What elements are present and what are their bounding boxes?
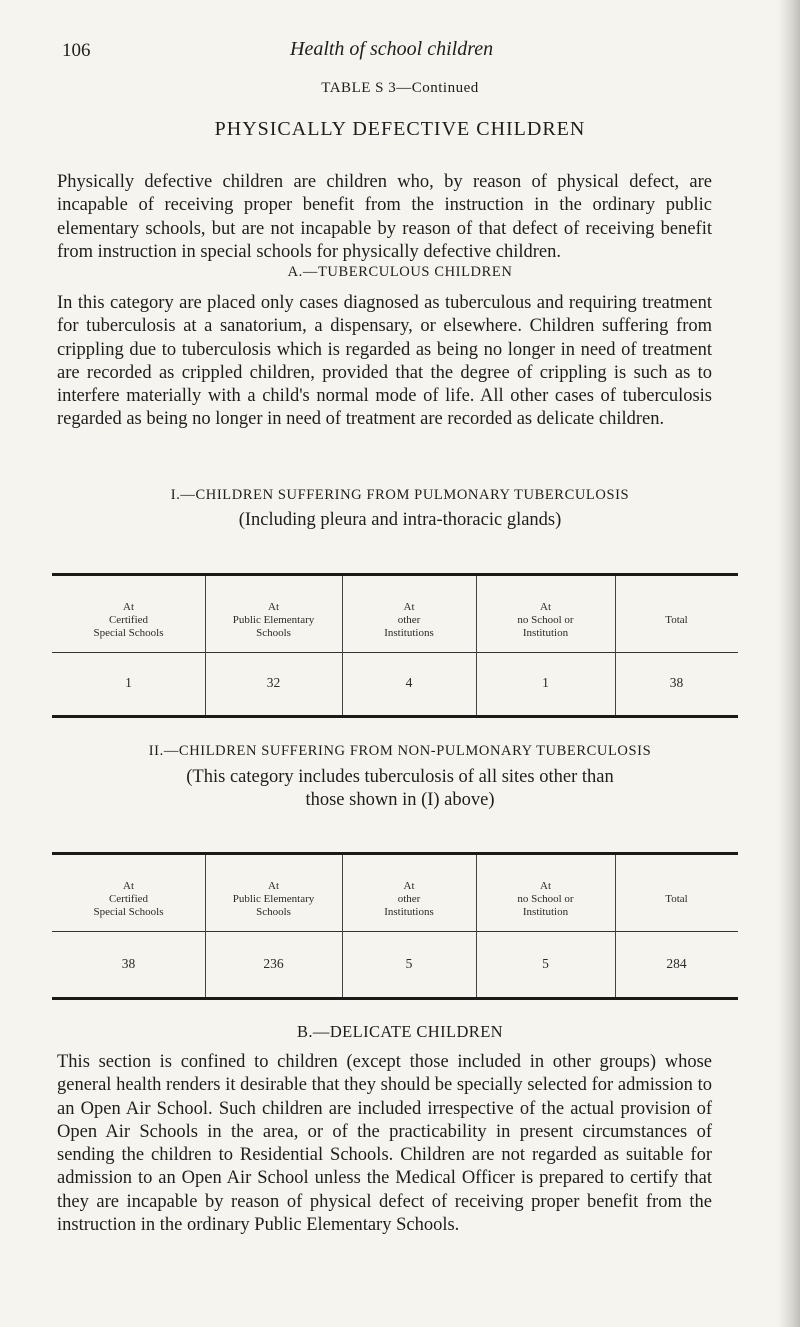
value-other-institutions: 5 — [405, 956, 413, 971]
column-divider — [205, 855, 206, 997]
intro-paragraph: Physically defective children are children who, by reason of physical defect, are incapable of receiving proper benefit from the instruction in the ordinary public elementary schools, but are not incapable by reason of that defect of receiving benefit from instruction in special schools for physically defective children. — [57, 172, 712, 262]
header-public-elementary-schools: At Public Elementary Schools — [232, 880, 315, 918]
header-certified-special-schools: At Certified Special Schools — [93, 880, 164, 918]
value-other-institutions: 4 — [405, 675, 413, 690]
section-title: PHYSICALLY DEFECTIVE CHILDREN — [214, 118, 586, 140]
pulmonary-table — [52, 573, 738, 719]
table-top-rule — [52, 573, 738, 576]
header-no-school-or-institution: At no School or Institution — [517, 880, 574, 918]
header-public-elementary-schools: At Public Elementary Schools — [232, 601, 315, 639]
header-certified-special-schools: At Certified Special Schools — [93, 601, 164, 639]
table-top-rule — [52, 852, 738, 855]
header-other-institutions: At other Institutions — [384, 880, 434, 918]
value-certified-special-schools: 1 — [125, 675, 132, 690]
value-total: 284 — [666, 956, 687, 971]
value-no-school-or-institution: 5 — [542, 956, 549, 971]
subsection-1-note: (Including pleura and intra-thoracic glands) — [238, 510, 562, 530]
table-bottom-rule — [52, 715, 738, 718]
running-title: Health of school children — [290, 38, 494, 60]
subsection-2-heading: II.—CHILDREN SUFFERING FROM NON-PULMONARY TUBERCULOSIS — [148, 743, 652, 759]
subsection-1-heading: I.—CHILDREN SUFFERING FROM PULMONARY TUBERCULOSIS — [170, 487, 630, 503]
value-total: 38 — [669, 675, 684, 690]
section-b-paragraph: This section is confined to children (except those included in other groups) whose general health renders it desirable that they should be specially selected for admission to an Open Air School. Such children are included irrespective of the actual provision of Open Air Schools in the area, or of the practicability in present circumstances of sending the children to Residential Schools. Children are not regarded as suitable for admission to an Open Air School unless the Medical Officer is prepared to certify that they are incapable by reason of physical defect of receiving proper benefit from the instruction in the ordinary Public Elementary Schools. — [57, 1052, 712, 1236]
column-divider — [342, 576, 343, 715]
section-a-heading: A.—TUBERCULOUS CHILDREN — [287, 264, 513, 280]
column-divider — [476, 576, 477, 715]
subsection-2-note-line2: those shown in (I) above) — [305, 790, 495, 810]
column-divider — [615, 855, 616, 997]
column-divider — [476, 855, 477, 997]
section-b-heading: B.—DELICATE CHILDREN — [297, 1022, 503, 1041]
header-other-institutions: At other Institutions — [384, 601, 434, 639]
header-total: Total — [665, 893, 688, 905]
value-certified-special-schools: 38 — [121, 956, 136, 971]
header-no-school-or-institution: At no School or Institution — [517, 601, 574, 639]
value-public-elementary-schools: 32 — [266, 675, 281, 690]
column-divider — [205, 576, 206, 715]
subsection-2-note-line1: (This category includes tuberculosis of all sites other than — [186, 767, 614, 787]
column-divider — [342, 855, 343, 997]
page-number: 106 — [62, 40, 91, 61]
page-edge-shadow — [778, 0, 800, 1327]
table-header-rule — [52, 931, 738, 932]
header-total: Total — [665, 614, 688, 626]
table-bottom-rule — [52, 997, 738, 1000]
table-header-rule — [52, 652, 738, 653]
value-no-school-or-institution: 1 — [542, 675, 549, 690]
value-public-elementary-schools: 236 — [263, 956, 284, 971]
table-caption: TABLE S 3—Continued — [321, 80, 479, 96]
column-divider — [615, 576, 616, 715]
section-a-paragraph: In this category are placed only cases diagnosed as tuberculous and requiring treatment for tuberculosis at a sanatorium, a dispensary, or elsewhere. Children suffering from crippling due to tuberculosis which is regarded as being no longer in need of treatment are recorded as crippled children, provided that the degree of crippling is such as to interfere materially with a child's normal mode of life. All other cases of tuberculosis regarded as being no longer in need of treatment are recorded as delicate children. — [57, 293, 712, 430]
non-pulmonary-table — [52, 852, 738, 1001]
